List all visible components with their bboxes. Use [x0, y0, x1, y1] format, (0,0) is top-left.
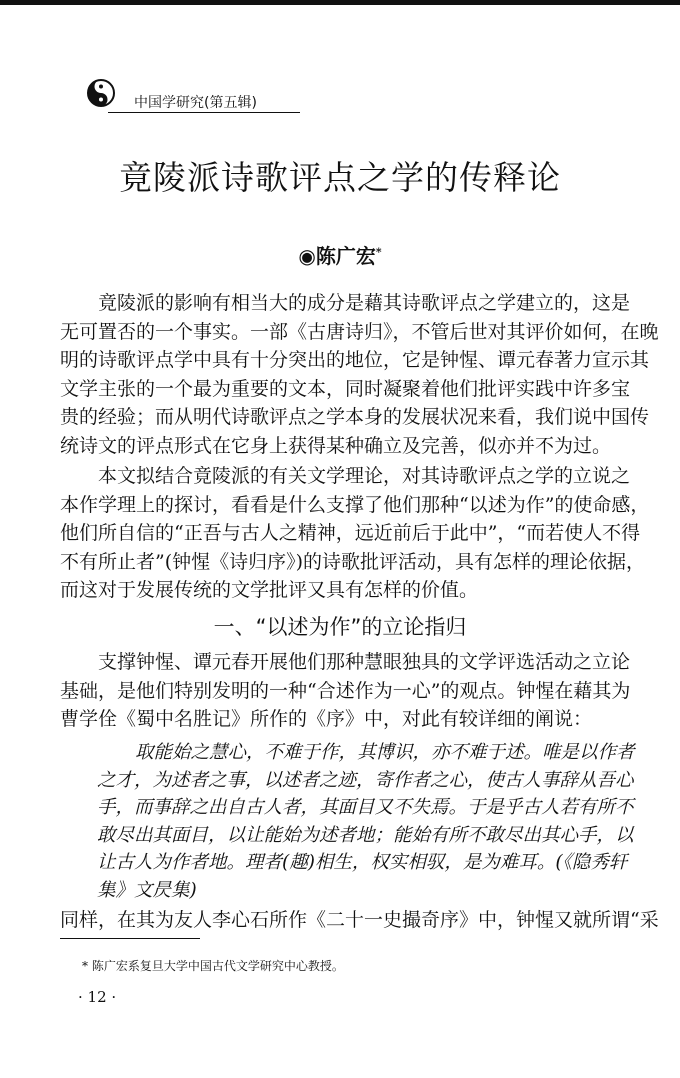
- block-quote: [97, 739, 635, 904]
- journal-header: 中国学研究(第五辑): [134, 95, 257, 111]
- text-line: 敢尽出其面目，以让能始为述者地；能始有所不敢尽出其心手，以: [97, 824, 634, 846]
- text-line: 之才，为述者之事，以述者之迹，寄作者之心，使古人事辞从吾心: [97, 769, 634, 791]
- text-line: 而这对于发展传统的文学批评又具有怎样的价值。: [60, 579, 479, 601]
- text-line: 明的诗歌评点学中具有十分突出的地位，它是钟惺、谭元春著力宣示其: [60, 349, 650, 371]
- section-paragraph: [60, 648, 631, 734]
- footnote-rule: [60, 938, 200, 939]
- text-line: 统诗文的评点形式在它身上获得某种确立及完善，似亦并不为过。: [60, 434, 612, 457]
- text-line: 让古人为作者地。理者(趣)相生，权实相驭，是为难耳。(《隐秀轩: [97, 852, 628, 873]
- text-line: 贵的经验；而从明代诗歌评点之学本身的发展状况来看，我们说中国传: [60, 406, 650, 428]
- text-line: 不有所止者”(钟惺《诗归序》)的诗歌批评活动，具有怎样的理论依据，: [60, 550, 646, 573]
- author: [0, 240, 680, 269]
- text-line: 取能始之慧心，不难于作，其博识，亦不难于述。唯是以作者: [135, 742, 635, 763]
- text-line: 本作学理上的探讨，看看是什么支撑了他们那种“以述为作”的使命感，: [60, 493, 650, 516]
- footnote: * 陈广宏系复旦大学中国古代文学研究中心教授。: [82, 959, 344, 973]
- header-rule: [108, 112, 300, 113]
- footnote-mark: *: [375, 245, 382, 259]
- text-line: 曹学佺《蜀中名胜记》所作的《序》中，对此有较详细的阐说：: [60, 708, 593, 730]
- text-line: 无可置否的一个事实。一部《古唐诗归》，不管后世对其评价如何，在晚: [60, 320, 659, 343]
- paragraph-2: [60, 462, 650, 605]
- text-line: 支撑钟惺、谭元春开展他们那种慧眼独具的文学评选活动之立论: [98, 651, 631, 673]
- text-line: 文学主张的一个最为重要的文本，同时凝聚着他们批评实践中许多宝: [60, 377, 631, 400]
- paragraph-1: [60, 289, 659, 460]
- text-line: 手，而事辞之出自古人者，其面目又不失焉。于是乎古人若有所不: [97, 797, 634, 818]
- continuation-paragraph: [60, 906, 659, 935]
- page-number: · 12 ·: [78, 988, 117, 1006]
- section-heading: 一、“以述为作”的立论指归: [213, 615, 467, 639]
- text-line: 同样，在其为友人李心石所作《二十一史撮奇序》中，钟惺又就所谓“采: [60, 909, 659, 931]
- article-title: 竟陵派诗歌评点之学的传释论: [119, 158, 561, 197]
- yin-yang-logo-icon: [86, 78, 116, 108]
- text-line: 竟陵派的影响有相当大的成分是藉其诗歌评点之学建立的，这是: [98, 292, 631, 314]
- text-line: 集》文昃集): [97, 879, 197, 901]
- text-line: 本文拟结合竟陵派的有关文学理论，对其诗歌评点之学的立说之: [98, 465, 631, 487]
- top-border: [0, 0, 680, 5]
- text-line: 基础，是他们特别发明的一种“合述作为一心”的观点。钟惺在藉其为: [60, 679, 631, 702]
- text-line: 他们所自信的“正吾与古人之精神，远近前后于此中”，“而若使人不得: [60, 522, 641, 544]
- author-name: ◉陈广宏: [298, 244, 376, 268]
